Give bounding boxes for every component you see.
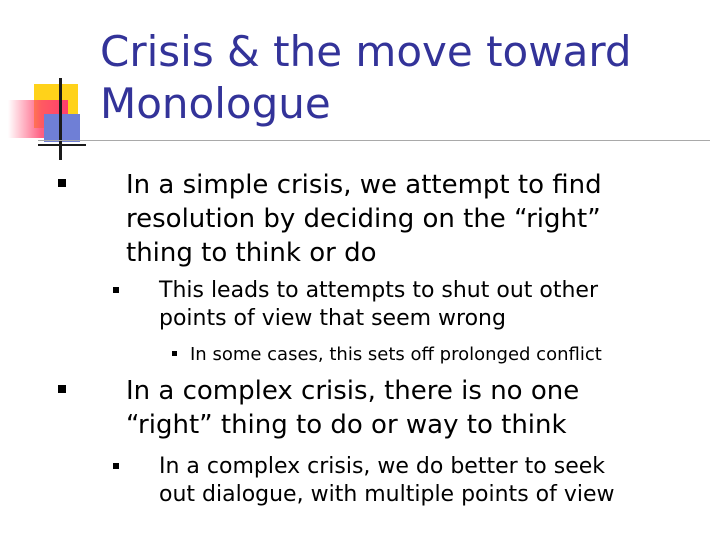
bullet-level1 [58, 168, 698, 270]
bullet-text: In a complex crisis, we do better to seek out dialogue, with multiple points of view [159, 454, 615, 507]
slide-title: Crisis & the move toward Monologue [100, 27, 632, 128]
decor-underline-accent [38, 144, 86, 146]
bullet-text: This leads to attempts to shut out other points of view that seem wrong [159, 278, 599, 331]
square-bullet-icon [113, 463, 119, 469]
square-bullet-icon [58, 179, 66, 187]
bullet-text: In a complex crisis, there is no one “right” thing to do or way to think [126, 376, 580, 440]
bullet-level2 [113, 277, 703, 333]
bullet-level3 [172, 343, 712, 367]
title-underline [38, 140, 710, 141]
bullet-text: In a simple crisis, we attempt to find resolution by deciding on the “right” thing to think or do [126, 170, 602, 268]
bullet-level1 [58, 374, 698, 442]
bullet-level2 [113, 453, 703, 509]
bullet-text: In some cases, this sets off prolonged conflict [190, 344, 602, 365]
square-bullet-icon [58, 385, 66, 393]
square-bullet-icon [113, 287, 119, 293]
decor-blue-square [44, 114, 80, 142]
decor-vertical-line [59, 78, 62, 160]
square-bullet-icon [172, 351, 177, 356]
